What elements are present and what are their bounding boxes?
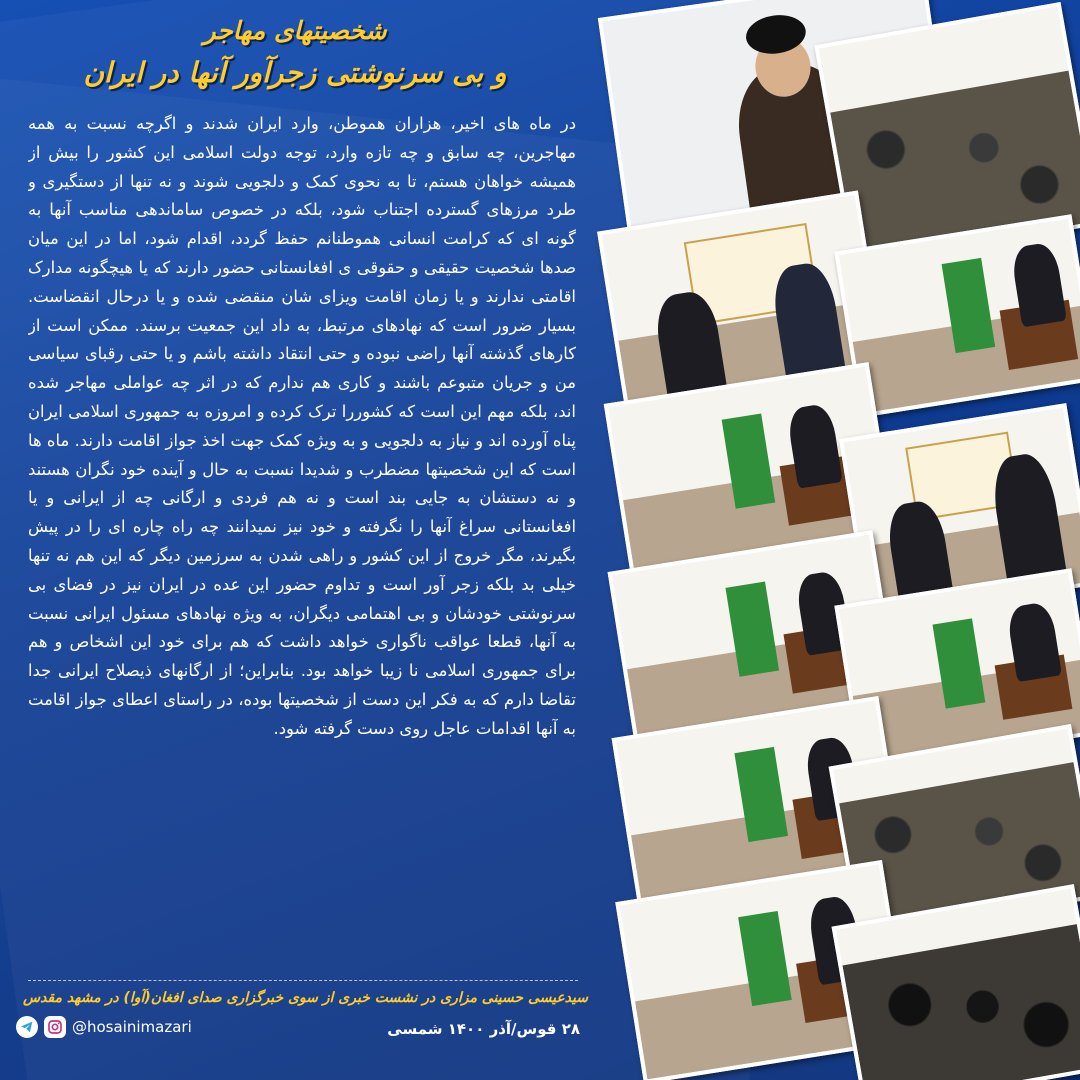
divider [28, 980, 578, 981]
date-line: ۲۸ قوس/آذر ۱۴۰۰ شمسی [387, 1020, 580, 1038]
instagram-icon [44, 1016, 66, 1038]
social-handle: @hosainimazari [72, 1018, 192, 1036]
credit-line: سیدعیسی حسینی مزاری در نشست خبری از سوی خبرگزاری صدای افغان(آوا) در مشهد مقدس [23, 990, 588, 1006]
article-body: در ماه های اخیر، هزاران هموطن، وارد ایران شدند و اگرچه نسبت به همه مهاجرین، چه سابق و چه تازه وارد، توجه دولت اسلامی این کشور را بیش از همیشه خواهان هستم، تا به نحوی کمک و دلجویی شوند و نه تنها از دستگیری و طرد مرزهای گسترده اجتناب شود، بلکه در خصوص ساماندهی مناسب آنها به گونه ای که کرامت انسانی هموطنانم حفظ گردد، اقدام شود، اما در این میان صدها شخصیت حقیقی و حقوقی ی افغانستانی حضور دارند که یا هیچگونه مدارک اقامتی ندارند و یا زمان اقامت ویزای شان منقضی شده و یا درحال انقضاست. بسیار ضرور است که نهادهای مرتبط، به داد این جمعیت برسند. ممکن است از کارهای گذشته آنها راضی نبوده و حتی انتقاد داشته باشم و یا حتی رقبای سیاسی من و جریان متبوعم باشند و کاری هم ندارم که در اثر چه عواملی مهاجر شده اند، بلکه مهم این است که کشوررا ترک کرده و امروزه به جمهوری اسلامی ایران پناه آورده اند و نیاز به دلجویی و به ویژه کمک جهت اخذ جواز اقامت دارند. ماه ها است که این شخصیتها مضطرب و شدیدا نسبت به حال و آینده خود نگران هستند و نه دستشان به جایی بند است و نه هم فردی و ارگانی چه از ایرانی و یا افغانستانی سراغ آنها را نگرفته و خود نیز نمیدانند چه راه چاره ای را در پیش بگیرند، مگر خروج از این کشور و راهی شدن به سرزمین دیگر که این هم نه تنها خیلی بد بلکه زجر آور است و تداوم حضور این عده در ایران نیز در فضای بی سرنوشتی خودشان و بی اهتمامی دیگران، به ویژه نهادهای مسئول ایرانی نسبت به آنها، قطعا عواقب ناگواری خواهد داشت که هم برای خود این اشخاص و هم برای جمهوری اسلامی نا زیبا خواهد بود. بنابراین؛ از ارگانهای ذیصلاح ایرانی جدا تقاضا دارم که به فکر این دست از شخصیتها بوده، در راستای اعطای جواز اقامت به آنها اقدامات عاجل روی دست گرفته شود. [28, 114, 576, 738]
telegram-icon [16, 1016, 38, 1038]
title-line-2: و بی سرنوشتی زجرآور آنها در ایران [83, 56, 507, 89]
social-handle-group [16, 1016, 192, 1038]
title-line-1: شخصیتهای مهاجر [203, 16, 387, 45]
